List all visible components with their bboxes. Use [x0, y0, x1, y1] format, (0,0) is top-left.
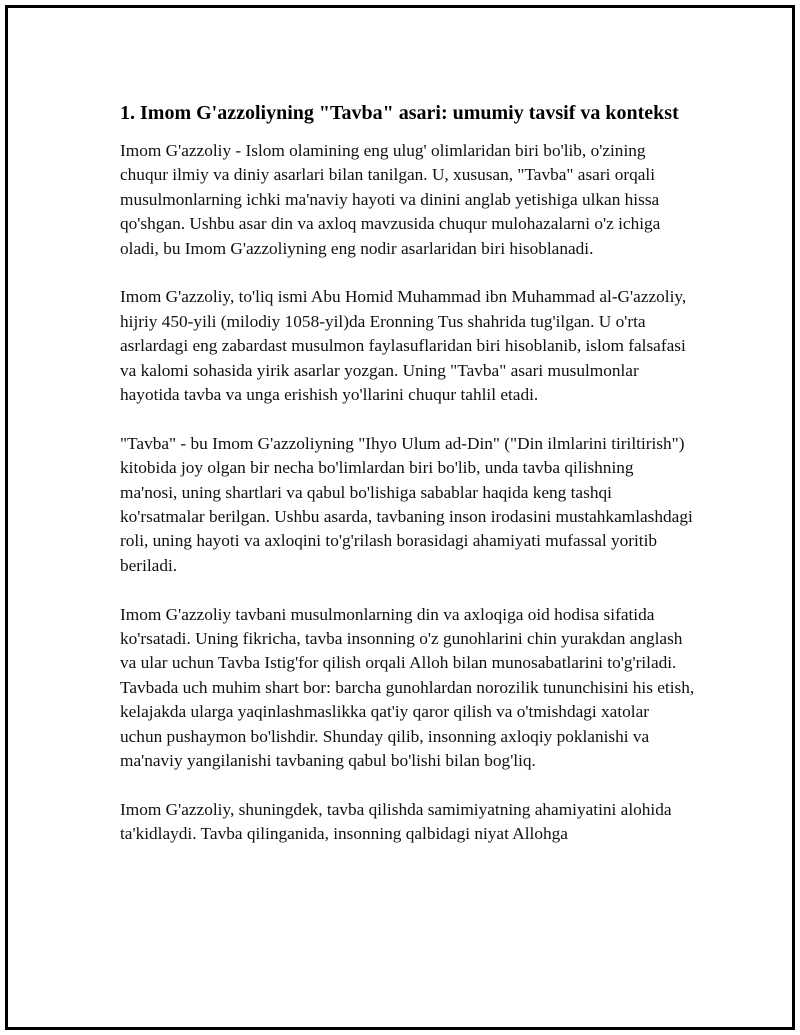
paragraph-1: Imom G'azzoliy - Islom olamining eng ulug' olimlaridan biri bo'lib, o'zining chuqur ilmiy va diniy asarlari bilan tanilgan. U, xususan, "Tavba" asari orqali musulmonlarning ichki ma'naviy hayoti va dinini anglab yetishiga ulkan hissa qo'shgan. Ushbu asar din va axloq mavzusida chuqur mulohazalarni o'z ichiga oladi, bu Imom G'azzoliyning eng nodir asarlaridan biri hisoblanadi.	[120, 141, 661, 258]
section-heading: 1. Imom G'azzoliyning "Tavba" asari: umumiy tavsif va kontekst	[120, 102, 679, 124]
paragraph-2: Imom G'azzoliy, to'liq ismi Abu Homid Muhammad ibn Muhammad al-G'azzoliy, hijriy 450-yili (milodiy 1058-yil)da Eronning Tus shahrida tug'ilgan. U o'rta asrlardagi eng zabardast musulmon faylasuflaridan biri hisoblanib, islom falsafasi va kalomi sohasida yirik asarlar yozgan. Uning "Tavba" asari musulmonlar hayotida tavba va unga erishish yo'llarini chuqur tahlil etadi.	[120, 287, 687, 405]
paragraph-5: Imom G'azzoliy, shuningdek, tavba qilishda samimiyatning ahamiyatini alohida ta'kidlaydi. Tavba qilinganida, insonning qalbidagi niyat Allohga	[120, 799, 672, 844]
page-frame	[5, 5, 795, 1030]
paragraph-3: "Tavba" - bu Imom G'azzoliyning "Ihyo Ulum ad-Din" ("Din ilmlarini tiriltirish") kitobida joy olgan bir necha bo'limlardan biri bo'lib, unda tavba qilishning ma'nosi, uning shartlari va qabul bo'lishiga sabablar haqida keng tashqi ko'rsatmalar berilgan. Ushbu asarda, tavbaning inson irodasini mustahkamlashdagi roli, uning hayoti va axloqini to'g'rilash borasidagi ahamiyati mufassal yoritib beriladi.	[120, 433, 693, 575]
document-body	[120, 100, 695, 871]
paragraph-4: Imom G'azzoliy tavbani musulmonlarning din va axloqiga oid hodisa sifatida ko'rsatadi. Uning fikricha, tavba insonning o'z gunohlarini chin yurakdan anglash va ular uchun Tavba Istig'for qilish orqali Alloh bilan munosabatlarini to'g'riladi. Tavbada uch muhim shart bor: barcha gunohlardan norozilik tununchisini his etish, kelajakda ularga yaqinlashmaslikka qat'iy qaror qilish va o'tmishdagi xatolar uchun pushaymon bo'lishdir. Shunday qilib, insonning axloqiy poklanishi va ma'naviy yangilanishi tavbaning qabul bo'lishi bilan bog'liq.	[120, 604, 695, 771]
